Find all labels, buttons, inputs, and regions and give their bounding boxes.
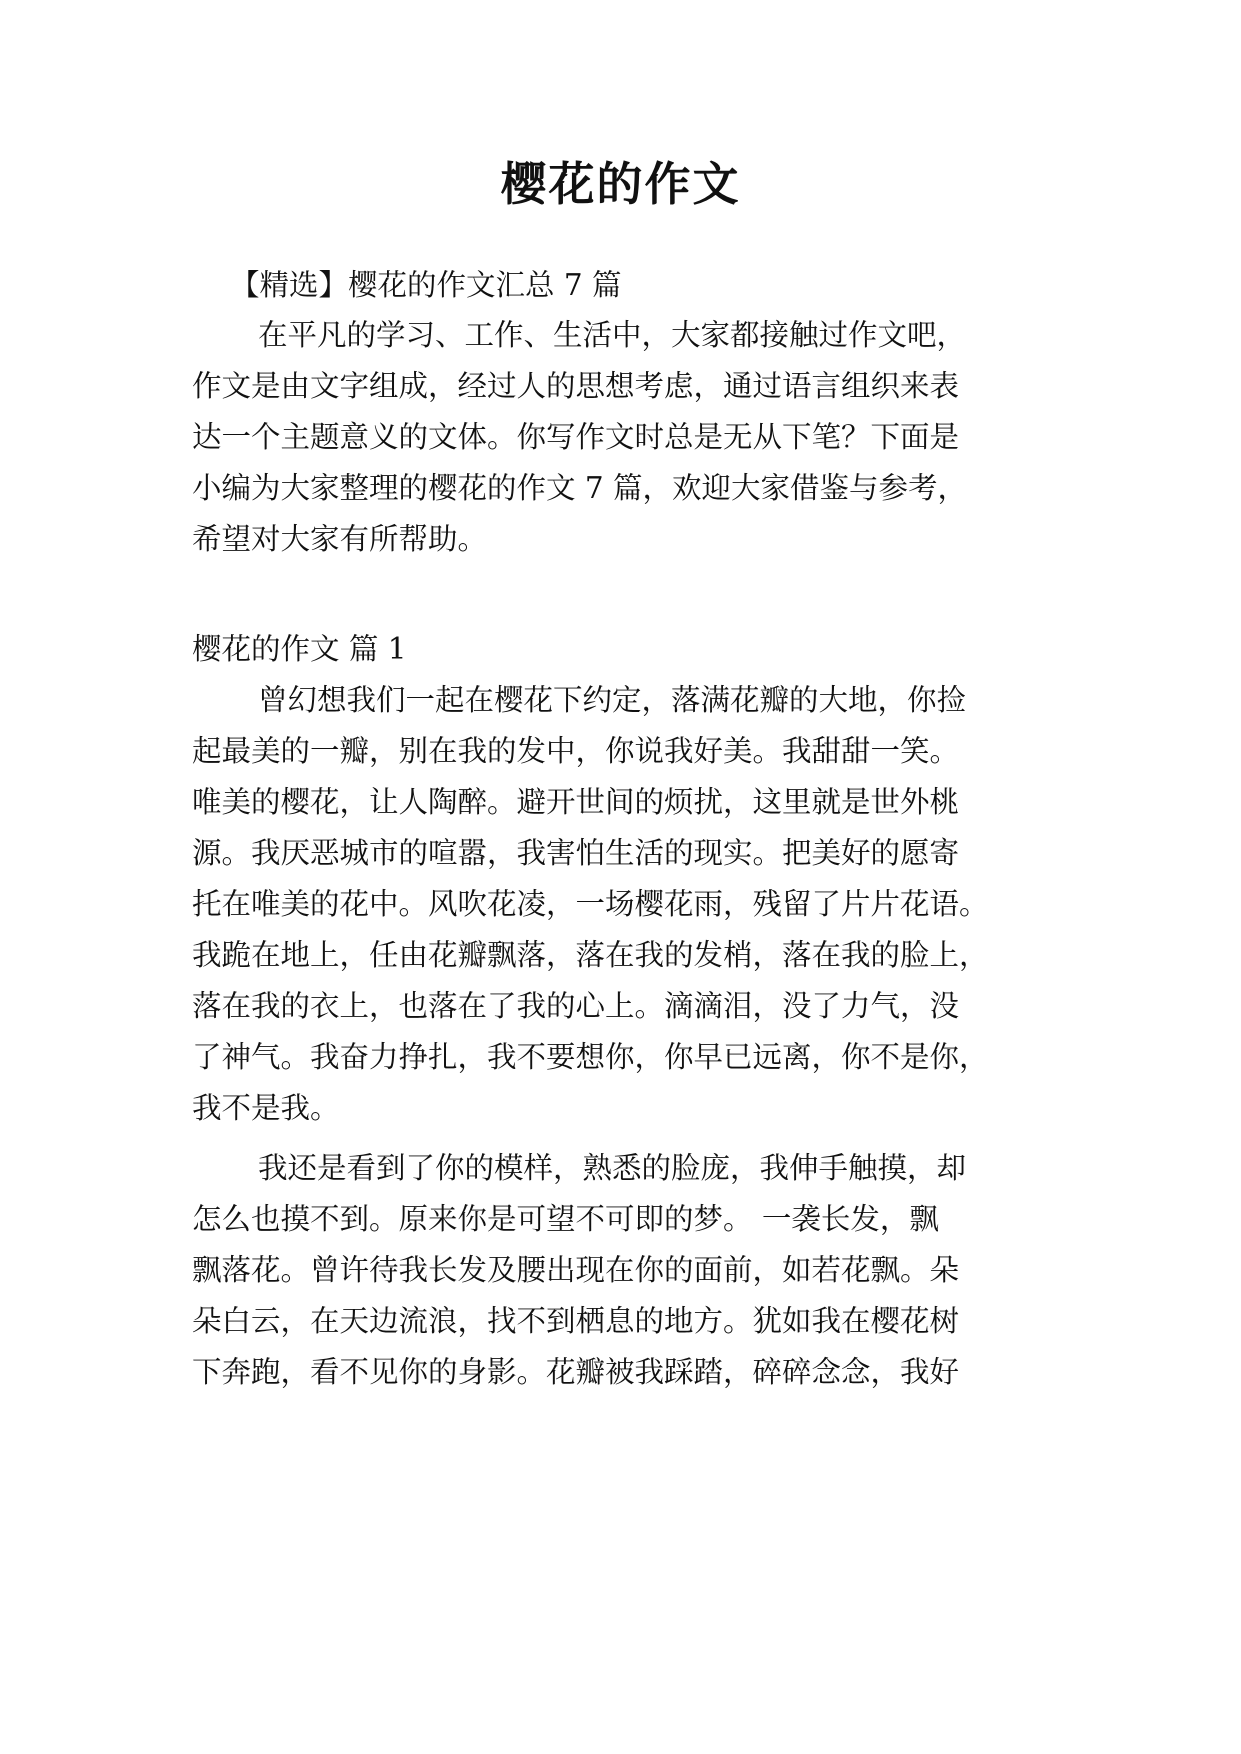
- s1p1-line-7: 落在我的衣上，也落在了我的心上。滴滴泪，没了力气，没: [192, 989, 960, 1023]
- intro-line-5: 希望对大家有所帮助。: [192, 522, 488, 556]
- document-title: 樱花的作文: [500, 157, 741, 211]
- intro-line-4: 小编为大家整理的樱花的作文 7 篇，欢迎大家借鉴与参考，: [192, 471, 968, 505]
- s1p2-line-4: 朵白云，在天边流浪，找不到栖息的地方。犹如我在樱花树: [192, 1304, 960, 1338]
- intro-line-3: 达一个主题意义的文体。你写作文时总是无从下笔？下面是: [192, 420, 960, 454]
- s1p1-line-1: 曾幻想我们一起在樱花下约定，落满花瓣的大地，你捡: [258, 683, 967, 717]
- s1p2-line-2: 怎么也摸不到。原来你是可望不可即的梦。 一袭长发，飘: [192, 1202, 939, 1236]
- s1p2-line-5: 下奔跑，看不见你的身影。花瓣被我踩踏，碎碎念念，我好: [192, 1355, 960, 1389]
- s1p1-line-9: 我不是我。: [192, 1091, 340, 1125]
- s1p1-line-3: 唯美的樱花，让人陶醉。避开世间的烦扰，这里就是世外桃: [192, 785, 960, 819]
- s1p1-line-8: 了神气。我奋力挣扎，我不要想你，你早已远离，你不是你，: [192, 1040, 989, 1074]
- s1p1-line-5: 托在唯美的花中。风吹花凌，一场樱花雨，残留了片片花语。: [192, 887, 989, 921]
- s1p1-line-6: 我跪在地上，任由花瓣飘落，落在我的发梢，落在我的脸上，: [192, 938, 989, 972]
- intro-heading: 【精选】樱花的作文汇总 7 篇: [230, 268, 622, 302]
- section-1-heading: 樱花的作文 篇 1: [192, 632, 407, 666]
- s1p1-line-4: 源。我厌恶城市的喧嚣，我害怕生活的现实。把美好的愿寄: [192, 836, 960, 870]
- intro-line-2: 作文是由文字组成，经过人的思想考虑，通过语言组织来表: [192, 369, 960, 403]
- intro-line-1: 在平凡的学习、工作、生活中，大家都接触过作文吧，: [258, 318, 967, 352]
- s1p1-line-2: 起最美的一瓣，别在我的发中，你说我好美。我甜甜一笑。: [192, 734, 960, 768]
- s1p2-line-1: 我还是看到了你的模样，熟悉的脸庞，我伸手触摸，却: [258, 1151, 967, 1185]
- s1p2-line-3: 飘落花。曾许待我长发及腰出现在你的面前，如若花飘。朵: [192, 1253, 960, 1287]
